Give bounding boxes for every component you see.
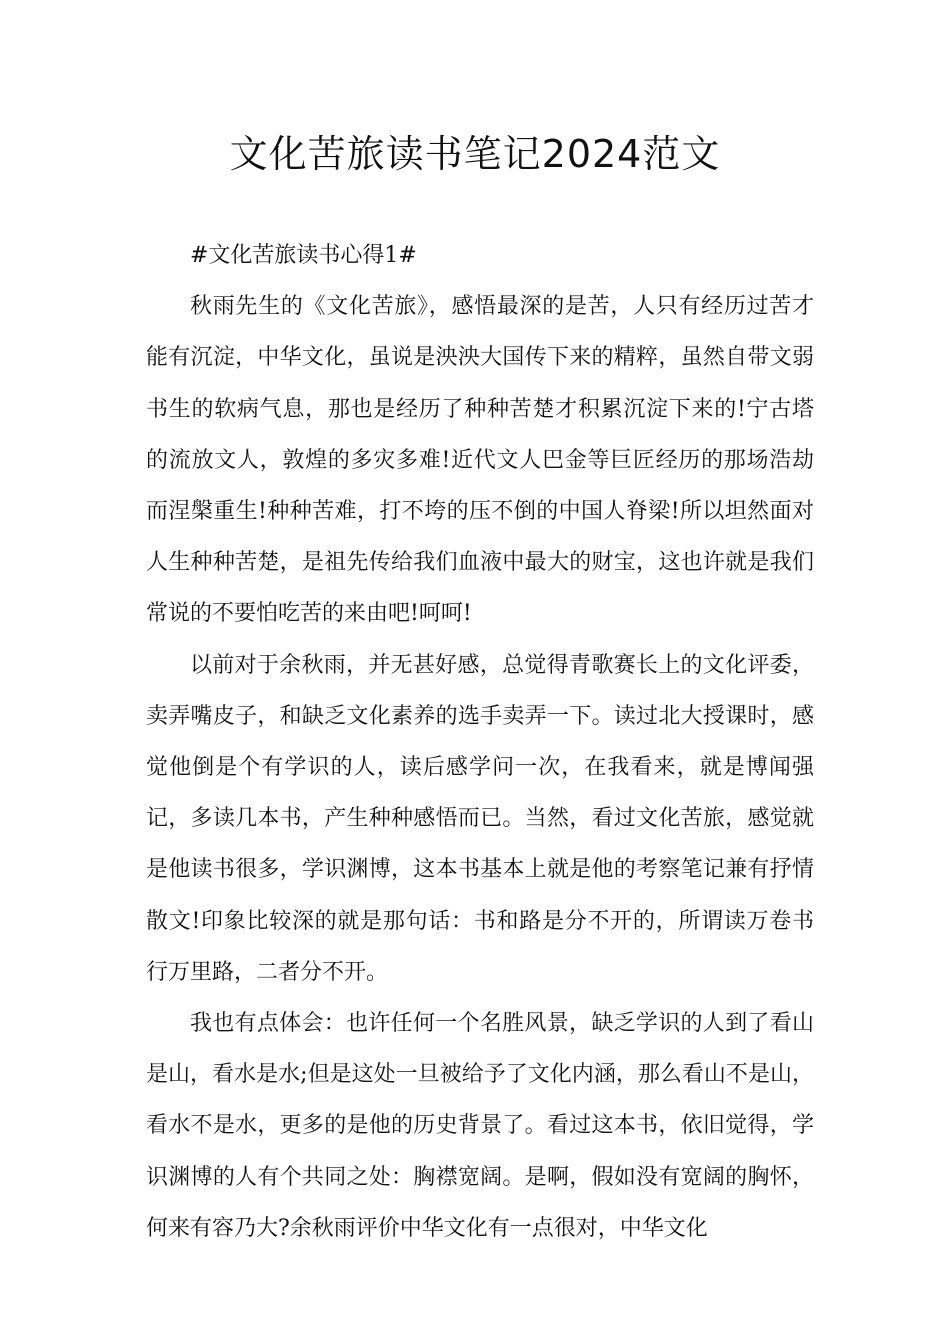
paragraph-2: 以前对于余秋雨，并无甚好感，总觉得青歌赛长上的文化评委，卖弄嘴皮子，和缺乏文化素养的选手卖弄一下。读过北大授课时，感觉他倒是个有学识的人，读后感学问一次，在我看来，就是博闻强记，多读几本书，产生种种感悟而已。当然，看过文化苦旅，感觉就是他读书很多，学识渊博，这本书基本上就是他的考察笔记兼有抒情散文!印象比较深的就是那句话：书和路是分不开的，所谓读万卷书行万里路，二者分不开。 [146, 652, 814, 985]
paragraph-3: 我也有点体会：也许任何一个名胜风景，缺乏学识的人到了看山是山，看水是水;但是这处一旦被给予了文化内涵，那么看山不是山，看水不是水，更多的是他的历史背景了。看过这本书，依旧觉得，学识渊博的人有个共同之处：胸襟宽阔。是啊，假如没有宽阔的胸怀，何来有容乃大?余秋雨评价中华文化有一点很对，中华文化 [146, 1011, 814, 1241]
document-body [146, 230, 814, 1254]
paragraph-1: 秋雨先生的《文化苦旅》，感悟最深的是苦，人只有经历过苦才能有沉淀，中华文化，虽说是泱泱大国传下来的精粹，虽然自带文弱书生的软病气息，那也是经历了种种苦楚才积累沉淀下来的!宁古塔的流放文人，敦煌的多灾多难!近代文人巴金等巨匠经历的那场浩劫而涅槃重生!种种苦难，打不垮的压不倒的中国人脊梁!所以坦然面对人生种种苦楚，是祖先传给我们血液中最大的财宝，这也许就是我们常说的不要怕吃苦的来由吧!呵呵! [146, 294, 814, 627]
section-heading: #文化苦旅读书心得1# [190, 243, 417, 268]
document-title: 文化苦旅读书笔记2024范文 [229, 132, 721, 176]
